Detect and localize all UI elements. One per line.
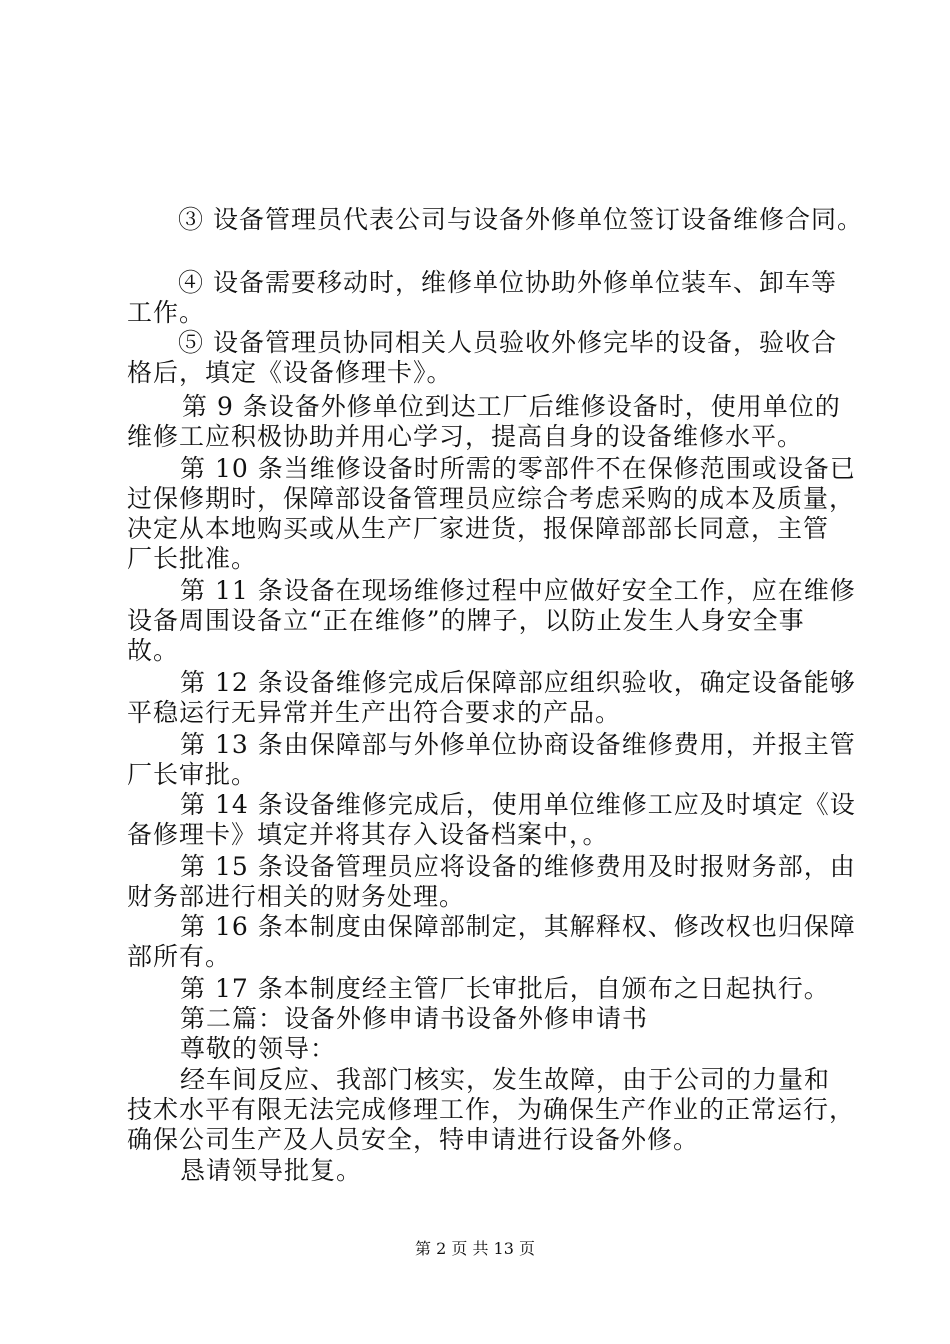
paragraph-line: 过保修期时，保障部设备管理员应综合考虑采购的成本及质量，	[127, 484, 856, 513]
paragraph-line: 维修工应积极协助并用心学习，提高自身的设备维修水平。	[127, 422, 804, 451]
paragraph-line: 工作。	[127, 298, 206, 327]
paragraph-line: 第 16 条本制度由保障部制定，其解释权、修改权也归保障	[180, 912, 856, 941]
paragraph-line: 设备周围设备立“正在维修”的牌子，以防止发生人身安全事	[127, 606, 805, 635]
paragraph-line: 第 13 条由保障部与外修单位协商设备维修费用，并报主管	[180, 730, 856, 759]
salutation: 尊敬的领导：	[180, 1034, 337, 1063]
paragraph-line: 第 15 条设备管理员应将设备的维修费用及时报财务部，由	[180, 852, 856, 881]
paragraph-line: 第 10 条当维修设备时所需的零部件不在保修范围或设备已	[180, 454, 856, 483]
paragraph-line: ⑤ 设备管理员协同相关人员验收外修完毕的设备，验收合	[178, 328, 837, 357]
paragraph-line: ③ 设备管理员代表公司与设备外修单位签订设备维修合同。	[178, 205, 863, 234]
paragraph-line: 财务部进行相关的财务处理。	[127, 882, 466, 911]
paragraph-line: 经车间反应、我部门核实，发生故障，由于公司的力量和	[180, 1065, 831, 1094]
paragraph-line: 格后，填定《设备修理卡》。	[127, 358, 453, 387]
paragraph-line: 第 12 条设备维修完成后保障部应组织验收，确定设备能够	[180, 668, 856, 697]
paragraph-line: 平稳运行无异常并生产出符合要求的产品。	[127, 698, 622, 727]
section-heading: 第二篇：设备外修申请书设备外修申请书	[180, 1004, 649, 1033]
paragraph-line: 第 14 条设备维修完成后，使用单位维修工应及时填定《设	[180, 790, 856, 819]
closing-line: 恳请领导批复。	[180, 1156, 363, 1185]
paragraph-line: 第 17 条本制度经主管厂长审批后，自颁布之日起执行。	[180, 974, 830, 1003]
paragraph-line: 技术水平有限无法完成修理工作，为确保生产作业的正常运行，	[127, 1095, 856, 1124]
paragraph-line: 厂长审批。	[127, 760, 258, 789]
paragraph-line: 确保公司生产及人员安全，特申请进行设备外修。	[127, 1125, 700, 1154]
paragraph-line: 决定从本地购买或从生产厂家进货，报保障部部长同意，主管	[127, 514, 830, 543]
paragraph-line: 厂长批准。	[127, 544, 258, 573]
page-number: 第 2 页 共 13 页	[415, 1239, 535, 1258]
paragraph-line: 故。	[127, 636, 180, 665]
paragraph-line: 第 11 条设备在现场维修过程中应做好安全工作，应在维修	[180, 576, 856, 605]
paragraph-line: 部所有。	[127, 942, 232, 971]
paragraph-line: 第 9 条设备外修单位到达工厂后维修设备时，使用单位的	[182, 392, 841, 421]
paragraph-line: ④ 设备需要移动时，维修单位协助外修单位装车、卸车等	[178, 268, 837, 297]
paragraph-line: 备修理卡》填定并将其存入设备档案中，。	[127, 820, 609, 849]
